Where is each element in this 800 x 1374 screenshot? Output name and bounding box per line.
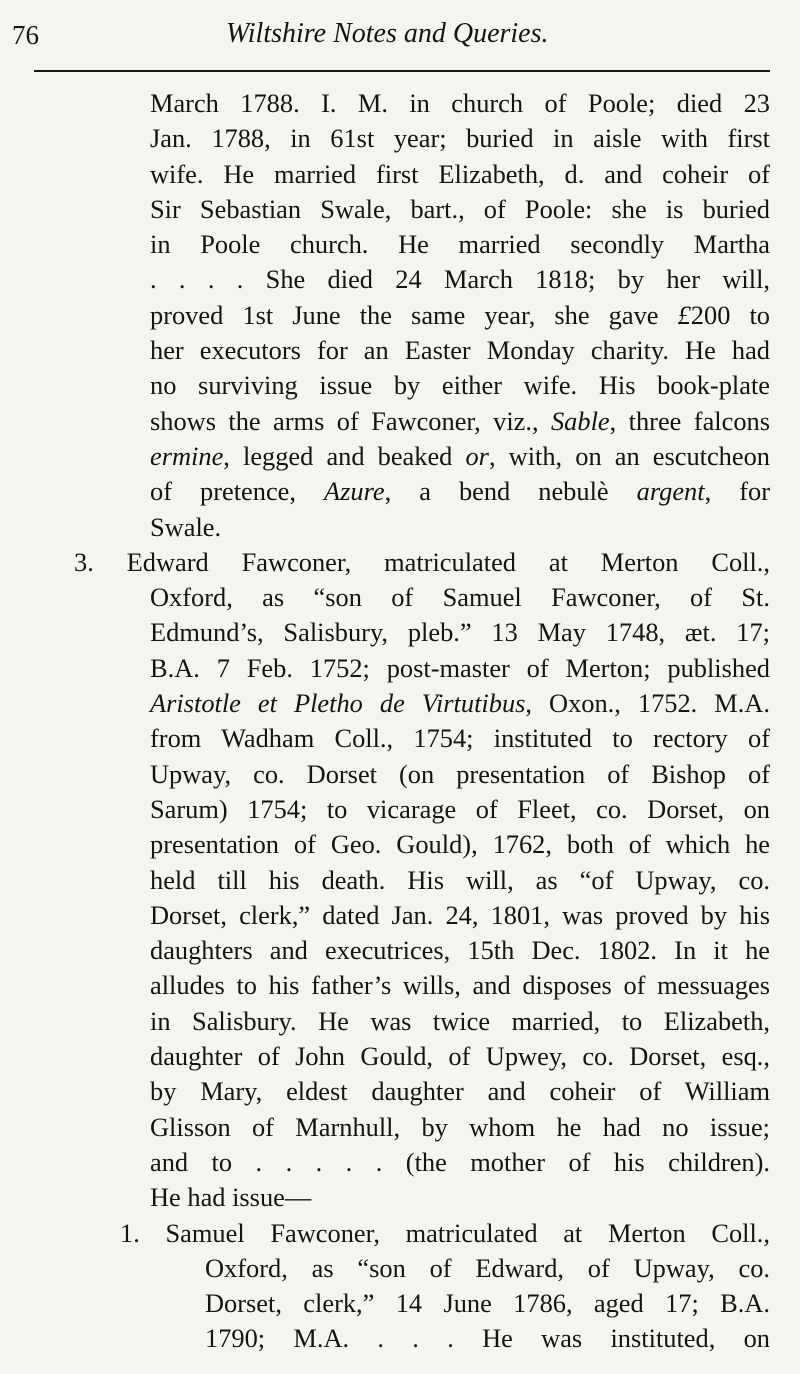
text-line: by Mary, eldest daughter and coheir of William bbox=[150, 1076, 770, 1107]
text-line bbox=[150, 404, 770, 439]
text-line: in Poole church. He married secondly Martha bbox=[150, 229, 770, 260]
text-line: Dorset, clerk,” 14 June 1786, aged 17; B.A. bbox=[205, 1288, 770, 1319]
text-line: her executors for an Easter Monday charity. He had bbox=[150, 335, 770, 366]
text-line: Glisson of Marnhull, by whom he had no issue; bbox=[150, 1111, 770, 1142]
text-line: Oxford, as “son of Edward, of Upway, co. bbox=[205, 1252, 770, 1283]
text-line: Jan. 1788, in 61st year; buried in aisle with first bbox=[150, 123, 770, 154]
text-segment: of pretence, bbox=[150, 476, 324, 507]
text-line: Oxford, as “son of Samuel Fawconer, of St. bbox=[150, 582, 770, 613]
text-line: Sir Sebastian Swale, bart., of Poole: she is buried bbox=[150, 193, 770, 224]
heraldic-term: ermine bbox=[150, 440, 224, 471]
running-title: Wiltshire Notes and Queries. bbox=[226, 18, 549, 49]
text-line: wife. He married first Elizabeth, d. and coheir of bbox=[150, 158, 770, 189]
text-line: in Salisbury. He was twice married, to Elizabeth, bbox=[150, 1005, 770, 1036]
text-segment: proved 1st June the same year, she gave bbox=[150, 299, 678, 330]
heraldic-term: Sable bbox=[550, 405, 610, 436]
text-line: Swale. bbox=[150, 511, 222, 542]
text-line: presentation of Geo. Gould), 1762, both of which he bbox=[150, 829, 770, 860]
text-line: Edmund’s, Salisbury, pleb.” 13 May 1748, æt. 17; bbox=[150, 617, 770, 648]
text-segment: , for bbox=[704, 476, 770, 507]
heraldic-term: Azure bbox=[324, 476, 385, 507]
text-line: . . . . She died 24 March 1818; by her will, bbox=[150, 264, 770, 295]
entry-heading-line: 3. Edward Fawconer, matriculated at Merton Coll., bbox=[74, 546, 770, 577]
heraldic-term: or bbox=[465, 440, 489, 471]
text-segment: , legged and beaked bbox=[223, 440, 466, 471]
book-title: Aristotle et Pletho de Virtutibus bbox=[150, 688, 526, 719]
text-line bbox=[150, 686, 770, 721]
text-segment: , a bend nebulè bbox=[384, 476, 637, 507]
text-line: B.A. 7 Feb. 1752; post-master of Merton; published bbox=[150, 652, 770, 683]
text-line: from Wadham Coll., 1754; instituted to rectory of bbox=[150, 723, 770, 754]
text-segment: , three falcons bbox=[609, 405, 770, 436]
text-line bbox=[150, 439, 770, 474]
text-line: held till his death. His will, as “of Upway, co. bbox=[150, 864, 770, 895]
text-line: Dorset, clerk,” dated Jan. 24, 1801, was proved by his bbox=[150, 899, 770, 930]
body-text bbox=[0, 86, 800, 1357]
header-rule bbox=[34, 70, 770, 72]
text-line: March 1788. I. M. in church of Poole; died 23 bbox=[150, 88, 770, 118]
text-line: Sarum) 1754; to vicarage of Fleet, co. Dorset, on bbox=[150, 793, 770, 824]
text-line: alludes to his father’s wills, and disposes of messuages bbox=[150, 970, 770, 1001]
text-line bbox=[150, 474, 770, 509]
text-line bbox=[150, 298, 770, 333]
text-segment: 200 to bbox=[690, 299, 770, 330]
text-line: no surviving issue by either wife. His book-plate bbox=[150, 370, 770, 401]
text-segment: , Oxon., 1752. M.A. bbox=[525, 688, 770, 719]
currency-symbol: £ bbox=[677, 299, 691, 330]
text-segment: shows the arms of Fawconer, viz., bbox=[150, 405, 551, 436]
text-line: and to . . . . . (the mother of his children). bbox=[150, 1146, 770, 1177]
text-line: He had issue— bbox=[150, 1182, 312, 1213]
heraldic-term: argent bbox=[636, 476, 705, 507]
text-line: daughters and executrices, 15th Dec. 1802. In it he bbox=[150, 935, 770, 966]
text-line: daughter of John Gould, of Upwey, co. Dorset, esq., bbox=[150, 1041, 770, 1072]
text-line: Upway, co. Dorset (on presentation of Bishop of bbox=[150, 758, 770, 789]
text-line: 1790; M.A. . . . He was instituted, on bbox=[205, 1323, 770, 1354]
page-number: 76 bbox=[12, 20, 39, 50]
text-segment: , with, on an escutcheon bbox=[488, 440, 770, 471]
subentry-heading-line: 1. Samuel Fawconer, matriculated at Merton Coll., bbox=[120, 1217, 770, 1248]
